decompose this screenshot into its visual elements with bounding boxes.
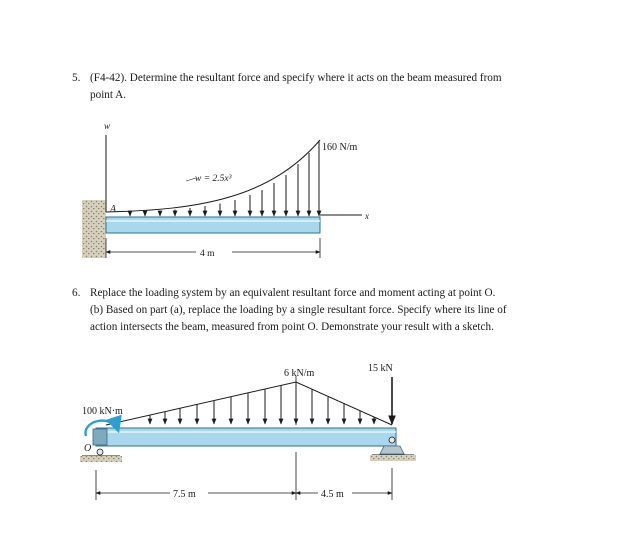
length-4m-label: 4 m	[200, 249, 215, 259]
problem-6-line-2: (b) Based on part (a), replace the loading by a single resultant force. Specify where its line of	[90, 304, 507, 316]
distributed-load-label: 6 kN/m	[284, 368, 315, 379]
point-o-label: O	[84, 443, 92, 454]
figure-5	[82, 121, 369, 259]
load-equation-label: w = 2.5x³	[195, 174, 232, 184]
problem-6-line-3: action intersects the beam, measured from point O. Demonstrate your result with a sketch.	[90, 321, 494, 333]
w-axis-label: w	[104, 121, 111, 131]
x-axis-label: x	[365, 211, 369, 221]
distributed-load-arrows	[150, 383, 374, 424]
max-intensity-label: 160 N/m	[322, 142, 358, 153]
load-outline	[106, 382, 392, 425]
couple-moment-label: 100 kN·m	[82, 406, 123, 417]
problem-6-line-1: Replace the loading system by an equivalent resultant force and moment acting at point O.	[90, 287, 496, 299]
figure-6	[80, 363, 416, 500]
point-load-label: 15 kN	[368, 363, 393, 374]
problem-6-number: 6.	[72, 287, 81, 299]
problem-5-line-1: (F4-42). Determine the resultant force and specify where it acts on the beam measured from	[90, 72, 502, 84]
fixed-wall	[82, 200, 106, 258]
beam-6	[96, 428, 396, 446]
point-a-label: A	[110, 204, 117, 215]
beam-5	[106, 217, 320, 233]
length-4-5m-label: 4.5 m	[321, 489, 344, 500]
problem-5-number: 5.	[72, 72, 81, 84]
length-7-5m-label: 7.5 m	[173, 489, 196, 500]
problem-5-line-2: point A.	[90, 89, 127, 101]
